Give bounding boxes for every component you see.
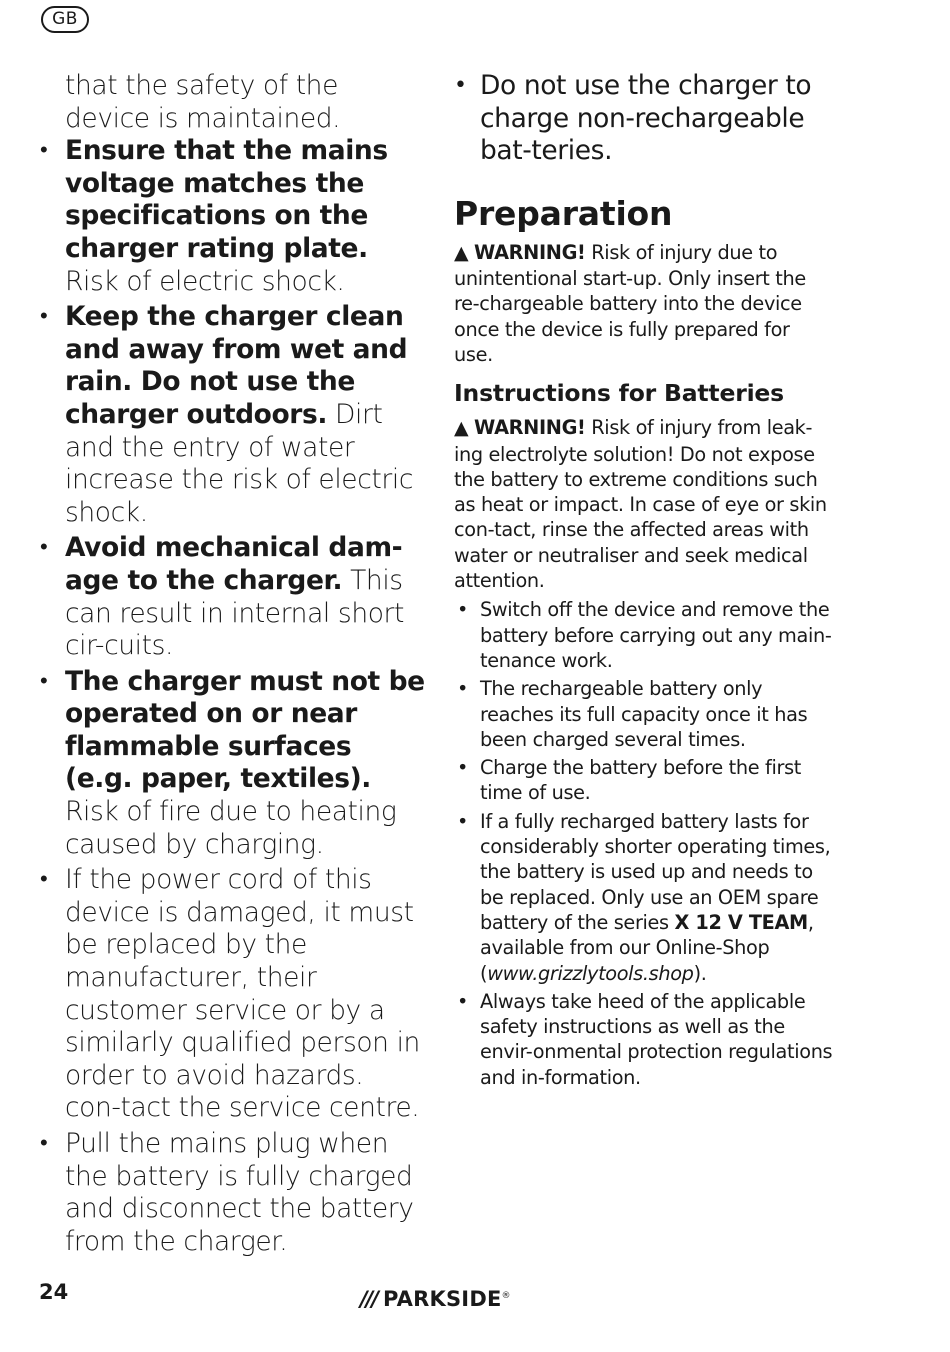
shop-url: www.grizzlytools.shop — [487, 961, 694, 985]
item-bold: Ensure that the mains voltage matches the specifications on the charger rating plate. — [65, 135, 388, 264]
registered-mark: ® — [501, 1291, 511, 1301]
bullet-dot: • — [457, 809, 469, 833]
item-text: Risk of electric shock. — [65, 265, 345, 297]
list-item — [40, 666, 425, 862]
bullet-dot: • — [40, 1131, 48, 1156]
right-column — [454, 70, 834, 1093]
left-column — [40, 70, 425, 1261]
preparation-heading: Preparation — [454, 193, 673, 233]
brand-logo — [360, 1287, 511, 1317]
battery-list — [454, 597, 834, 1090]
list-item — [40, 532, 425, 662]
item-bold: Avoid mechanical dam-age to the charger. — [65, 532, 403, 596]
brand-name: PARKSIDE — [383, 1287, 502, 1311]
item-text: Risk of fire due to heating caused by charging. — [65, 796, 397, 860]
item-text: If the power cord of this device is damaged, it must be replaced by the manufacturer, their customer service or by a similarly qualified person in order to avoid hazards. con-tact the service centre. — [65, 864, 420, 1124]
safety-list — [40, 135, 425, 1258]
list-item — [40, 135, 425, 298]
continuation-text: that the safety of the device is maintained. — [65, 70, 341, 134]
item-bold: Keep the charger clean and away from wet and rain. Do not use the charger outdoors. — [65, 301, 408, 430]
item-text: The rechargeable battery only reaches its full capacity once it has been charged several times. — [480, 677, 808, 751]
item-text: , available from our Online-Shop ( — [480, 910, 814, 985]
warning-triangle-icon: ▲ — [454, 417, 469, 440]
item-text: ). — [693, 961, 707, 985]
bullet-dot: • — [457, 677, 469, 701]
batteries-heading: Instructions for Batteries — [454, 379, 784, 408]
list-item — [40, 1128, 425, 1258]
warning-label: WARNING! — [474, 416, 586, 440]
item-text: Always take heed of the applicable safety instructions as well as the envir-onmental protection regulations and in-formation. — [480, 989, 833, 1089]
item-bold: The charger must not be operated on or near flammable surfaces (e.g. paper, textiles). — [65, 665, 425, 795]
item-text: Do not use the charger to charge non-rechargeable bat-teries. — [480, 70, 812, 167]
warning-label: WARNING! — [474, 240, 586, 264]
country-badge: GB — [41, 6, 89, 33]
bullet-dot: • — [40, 138, 48, 164]
page-number: 24 — [39, 1280, 69, 1304]
item-text: Dirt and the entry of water increase the risk of electric shock. — [65, 398, 413, 528]
list-item — [454, 989, 834, 1090]
bullet-dot: • — [40, 535, 48, 561]
bullet-dot: • — [454, 73, 467, 98]
series-name: X 12 V TEAM — [674, 910, 808, 934]
batteries-warning — [454, 415, 834, 593]
brand-slashes: /// — [360, 1287, 378, 1311]
bullet-dot: • — [40, 668, 48, 694]
bullet-dot: • — [40, 304, 48, 330]
item-text: If a fully recharged battery lasts for considerably shorter operating times, the battery is used up and needs to be replaced. Only use an OEM spare battery of the series — [480, 809, 831, 934]
warning-triangle-icon: ▲ — [454, 241, 469, 264]
warning-text: Risk of injury due to unintentional start-up. Only insert the re-chargeable battery into the device once the device is fully prepared for use. — [454, 240, 806, 366]
item-text: Charge the battery before the first time of use. — [480, 756, 801, 805]
list-item — [40, 864, 425, 1125]
bullet-dot: • — [40, 867, 48, 893]
list-item — [454, 676, 834, 752]
bullet-dot: • — [457, 598, 469, 622]
list-item — [454, 597, 834, 673]
bullet-dot: • — [457, 756, 469, 780]
list-item — [454, 755, 834, 806]
list-item — [40, 301, 425, 529]
item-text: This can result in internal short cir-cuits. — [65, 564, 405, 662]
list-item — [454, 70, 834, 168]
item-text: Switch off the device and remove the battery before carrying out any main-tenance work. — [480, 598, 832, 672]
item-text: Pull the mains plug when the battery is fully charged and disconnect the battery from the charger. — [65, 1128, 414, 1257]
list-item — [454, 809, 834, 986]
bullet-dot: • — [457, 989, 469, 1013]
preparation-warning — [454, 240, 834, 367]
warning-text: Risk of injury from leak-ing electrolyte solution! Do not expose the battery to extreme conditions such as heat or impact. In case of eye or skin con-tact, rinse the affected areas with water or neutraliser and seek medical attention. — [454, 416, 827, 593]
